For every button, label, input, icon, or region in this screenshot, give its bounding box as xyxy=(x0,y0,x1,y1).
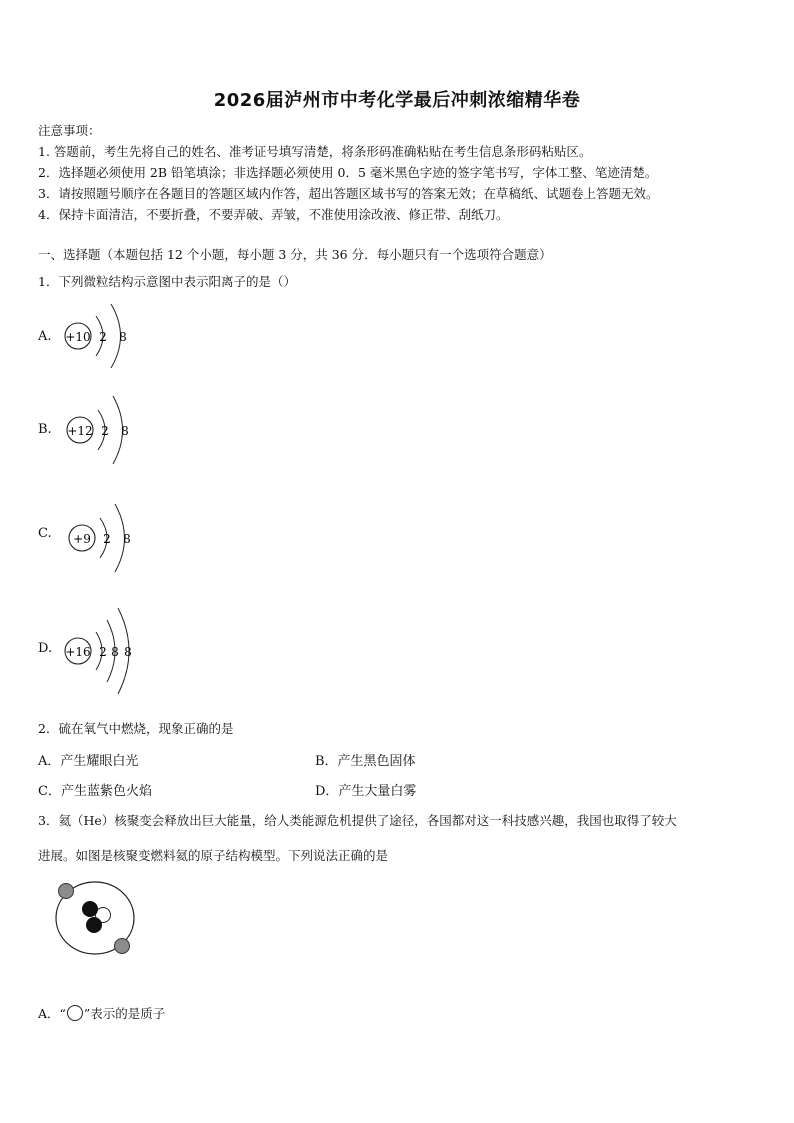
option-a-label: A. xyxy=(38,329,52,344)
shell-electron-count: 8 xyxy=(121,424,129,438)
option-c-label: C. xyxy=(38,526,52,541)
nucleus-charge: +10 xyxy=(65,330,91,344)
shell-electron-count: 8 xyxy=(124,645,132,659)
nucleus-charge: +12 xyxy=(67,424,93,438)
nucleus-charge: +9 xyxy=(73,532,91,546)
note-item: 3．请按照题号顺序在各题目的答题区域内作答，超出答题区域书写的答案无效；在草稿纸、试题卷上答题无效。 xyxy=(38,186,659,201)
helium-atom-model xyxy=(52,878,152,964)
note-item: 1. 答题前，考生先将自己的姓名、准考证号填写清楚，将条形码准确粘贴在考生信息条形码粘贴区。 xyxy=(38,144,592,159)
electron-particle xyxy=(59,884,74,899)
atom-diagram-d xyxy=(60,602,160,698)
option-b-label: B. xyxy=(38,422,52,437)
page-title: 2026届泸州市中考化学最后冲刺浓缩精华卷 xyxy=(213,90,581,111)
note-item: 2．选择题必须使用 2B 铅笔填涂；非选择题必须使用 0．5 毫米黑色字迹的签字笔书写，字体工整、笔迹清楚。 xyxy=(38,165,658,180)
shell-electron-count: 2 xyxy=(99,330,107,344)
question-2-stem: 2．硫在氧气中燃烧，现象正确的是 xyxy=(38,721,234,736)
shell-electron-count: 2 xyxy=(101,424,109,438)
question-1-stem: 1．下列微粒结构示意图中表示阳离子的是（） xyxy=(38,274,296,289)
shell-electron-count: 2 xyxy=(103,532,111,546)
q3-option-a-suffix: ”表示的是质子 xyxy=(83,1006,166,1021)
q2-option-c: C．产生蓝紫色火焰 xyxy=(38,784,152,799)
option-d-label: D. xyxy=(38,641,53,656)
atom-diagram-b xyxy=(60,390,150,470)
proton-particle xyxy=(83,902,98,917)
q3-option-a-prefix: A．“ xyxy=(38,1006,66,1021)
atom-diagram-c xyxy=(60,498,150,578)
note-item: 4．保持卡面清洁，不要折叠，不要弄破、弄皱，不准使用涂改液、修正带、刮纸刀。 xyxy=(38,207,509,222)
proton-particle xyxy=(87,918,102,933)
notes-heading: 注意事项： xyxy=(38,123,101,138)
shell-electron-count: 8 xyxy=(123,532,131,546)
electron-particle xyxy=(115,939,130,954)
question-3-stem-line2: 进展。如图是核聚变燃料氦的原子结构模型。下列说法正确的是 xyxy=(38,848,389,863)
section-title: 一、选择题（本题包括 12 个小题，每小题 3 分，共 36 分．每小题只有一个选项符合题意） xyxy=(38,247,552,262)
q3-option-a xyxy=(38,1004,165,1022)
ring-icon xyxy=(67,1005,83,1021)
shell-electron-count: 2 xyxy=(99,645,107,659)
atom-diagram-a xyxy=(60,296,150,376)
q2-option-d: D．产生大量白雾 xyxy=(315,784,417,799)
question-3-stem-line1: 3．氦（He）核聚变会释放出巨大能量，给人类能源危机提供了途径，各国都对这一科技感兴趣，我国也取得了较大 xyxy=(38,813,677,828)
q2-option-a: A．产生耀眼白光 xyxy=(38,754,139,769)
q2-option-b: B．产生黑色固体 xyxy=(315,754,416,769)
nucleus-charge: +16 xyxy=(65,645,91,659)
shell-electron-count: 8 xyxy=(111,645,119,659)
shell-electron-count: 8 xyxy=(119,330,127,344)
